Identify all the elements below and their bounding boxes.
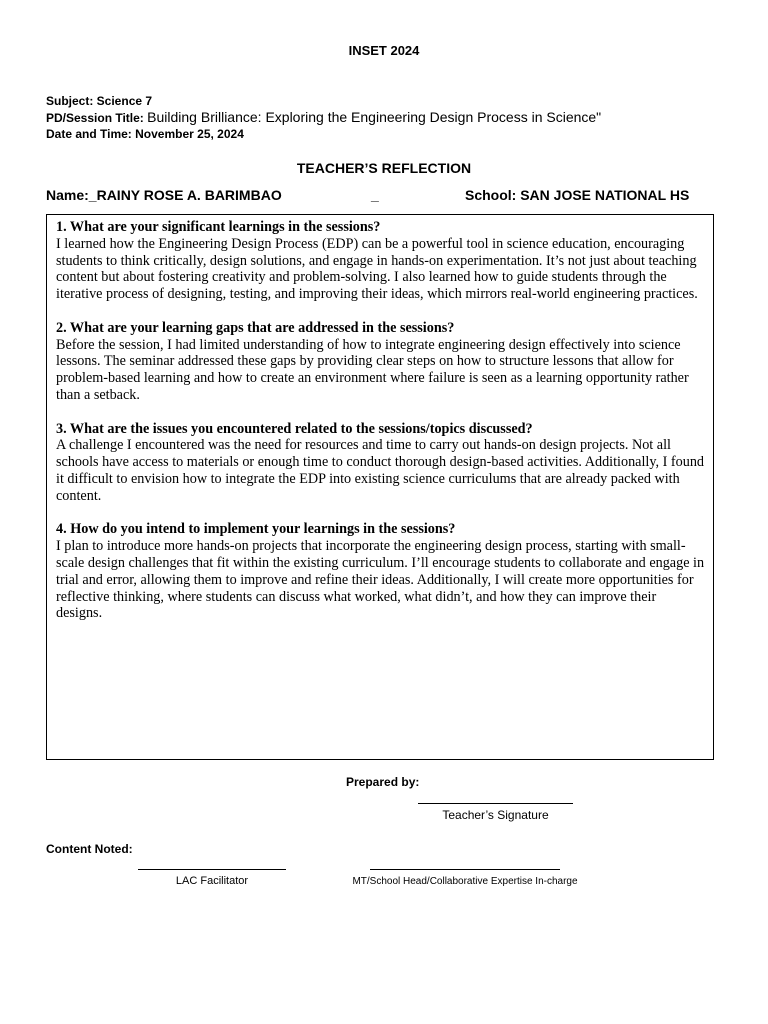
- date-line: Date and Time: November 25, 2024: [46, 127, 244, 141]
- reflection-item-4: [56, 521, 705, 622]
- reflection-box: [46, 214, 714, 760]
- reflection-item-1: [56, 219, 705, 303]
- teacher-signature-line: [418, 803, 573, 804]
- name-underscore: _: [371, 187, 379, 203]
- document-title: INSET 2024: [348, 43, 420, 58]
- reflection-heading: TEACHER’S REFLECTION: [296, 160, 472, 176]
- reflection-item-2: [56, 320, 705, 404]
- reflection-answer: I learned how the Engineering Design Process (EDP) can be a powerful tool in science education, encouraging students to think critically, design solutions, and engage in hands-on experimentation. It’s not just about teaching content but about fostering creativity and problem-solving. I also learned how to guide students through the iterative process of designing, testing, and improving their ideas, which mirrors real-world engineering practices.: [56, 235, 698, 303]
- name-line: Name:_RAINY ROSE A. BARIMBAO: [46, 187, 282, 203]
- reflection-answer: Before the session, I had limited understanding of how to integrate engineering design effectively into science lessons. The seminar addressed these gaps by providing clear steps on how to structure lessons that allow for problem-based learning and how to create an environment where failure is seen as a learning opportunity rather than a setback.: [56, 336, 689, 403]
- reflection-question: 2. What are your learning gaps that are addressed in the sessions?: [56, 319, 455, 336]
- lac-facilitator-label: LAC Facilitator: [175, 875, 249, 887]
- session-title-value: Building Brilliance: Exploring the Engineering Design Process in Science": [147, 109, 602, 125]
- school-line: School: SAN JOSE NATIONAL HS: [465, 187, 690, 203]
- lac-facilitator-signature-line: [138, 869, 286, 870]
- session-title-label: PD/Session Title:: [46, 111, 144, 125]
- school-head-signature-line: [370, 869, 560, 870]
- prepared-by-label: Prepared by:: [346, 775, 420, 789]
- reflection-question: 1. What are your significant learnings in the sessions?: [56, 219, 381, 235]
- reflection-answer: I plan to introduce more hands-on projects that incorporate the engineering design process, starting with small-scale design challenges that fit within the existing curriculum. I’ll encourage students to collaborate and engage in trial and error, allowing them to improve and refine their ideas. Additionally, I will create more opportunities for reflective thinking, where students can discuss what worked, what didn’t, and how they can improve their designs.: [56, 538, 705, 622]
- reflection-item-3: [56, 421, 705, 505]
- content-noted-label: Content Noted:: [46, 842, 133, 856]
- session-title-line: [46, 109, 601, 125]
- school-head-label: MT/School Head/Collaborative Expertise In-charge: [352, 876, 578, 887]
- subject-line: Subject: Science 7: [46, 94, 153, 108]
- teacher-signature-label: Teacher’s Signature: [442, 808, 549, 822]
- reflection-question: 4. How do you intend to implement your learnings in the sessions?: [56, 521, 456, 538]
- reflection-question: 3. What are the issues you encountered related to the sessions/topics discussed?: [56, 420, 533, 437]
- reflection-answer: A challenge I encountered was the need for resources and time to carry out hands-on design projects. Not all schools have access to materials or enough time to conduct thorough design-based activities. Additionally, I found it difficult to envision how to integrate the EDP into existing science curriculums that are already packed with content.: [56, 437, 705, 504]
